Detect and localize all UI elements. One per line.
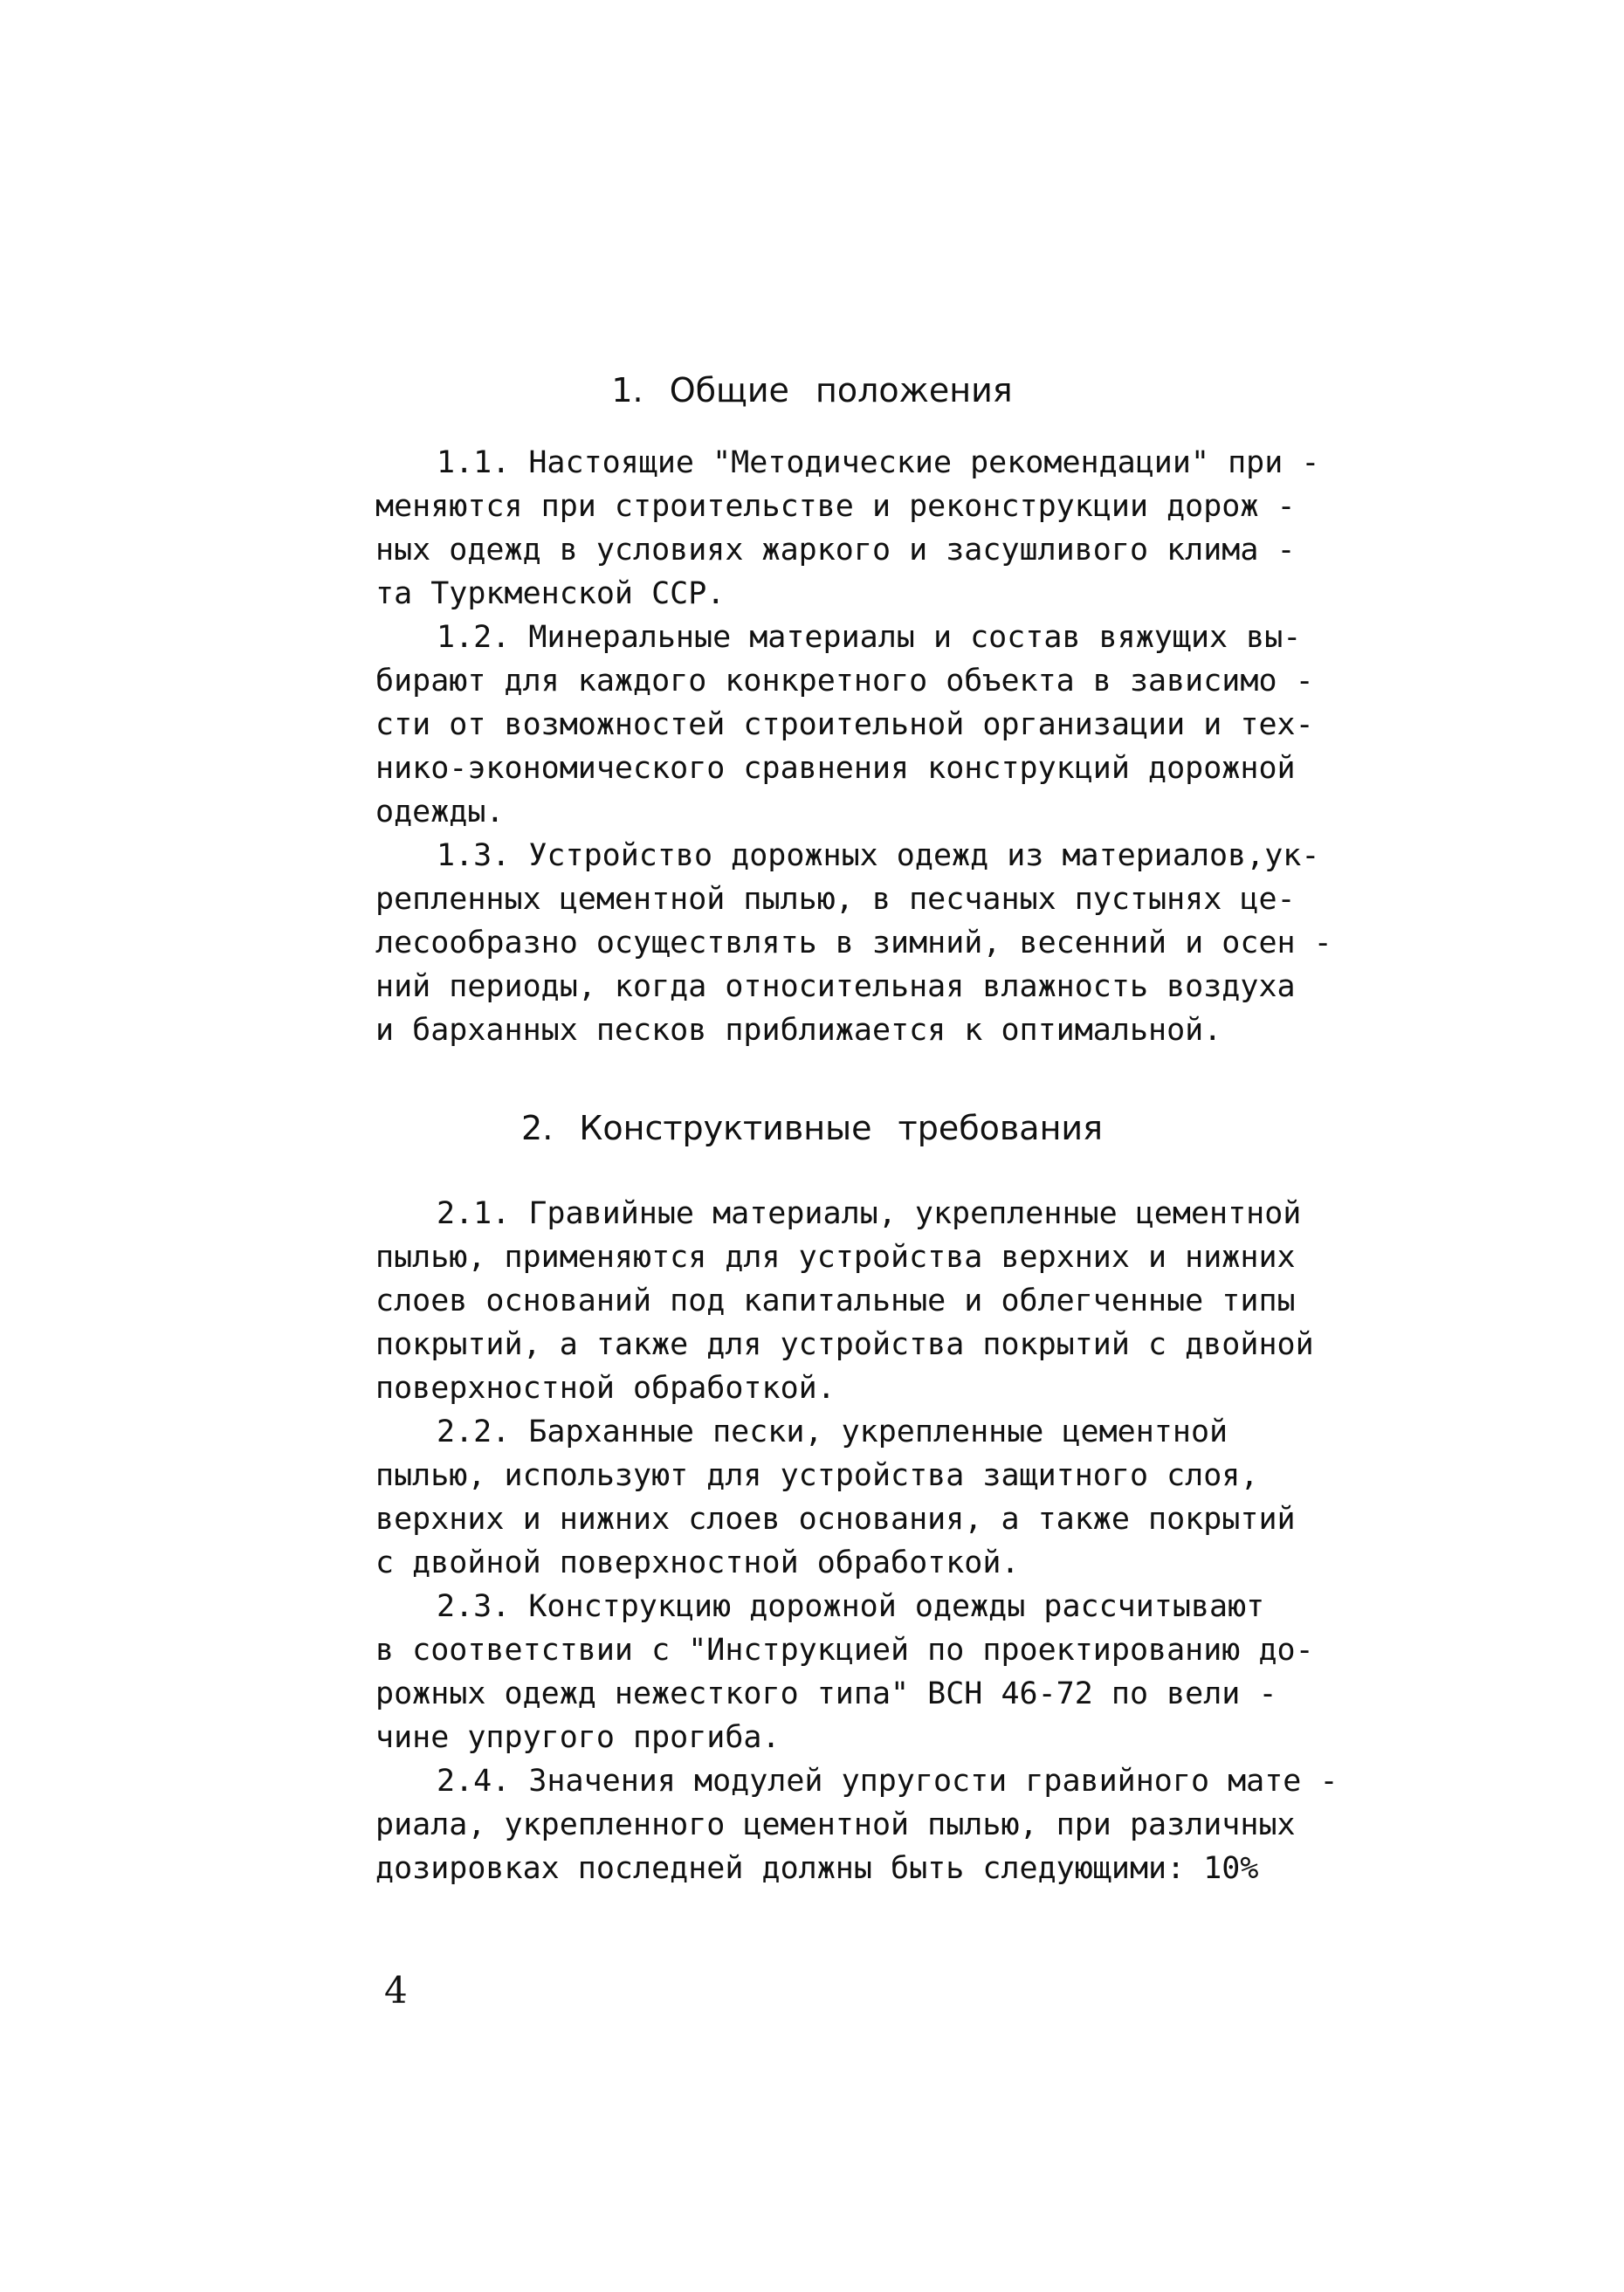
paragraph-line: 2.2. Барханные пески, укрепленные цементной <box>437 1414 1228 1449</box>
paragraph-line: меняются при строительстве и реконструкции дорож - <box>375 489 1296 524</box>
paragraph-line: в соответствии с "Инструкцией по проектированию до- <box>375 1633 1314 1668</box>
paragraph-line: слоев оснований под капитальные и облегченные типы <box>375 1284 1296 1318</box>
paragraph-line: верхних и нижних слоев основания, а также покрытий <box>375 1502 1296 1537</box>
paragraph-2-3 <box>375 1585 1458 1759</box>
paragraph-line: бирают для каждого конкретного объекта в зависимо - <box>375 664 1314 699</box>
paragraph-line: чине упругого прогиба. <box>375 1720 781 1755</box>
paragraph-line: нико-экономического сравнения конструкций дорожной <box>375 751 1296 786</box>
paragraph-line: 1.3. Устройство дорожных одежд из материалов,ук- <box>437 838 1320 873</box>
paragraph-line: та Туркменской ССР. <box>375 576 726 611</box>
section-1-heading: 1. Общие положения <box>611 371 1013 410</box>
paragraph-1-3 <box>375 834 1458 1052</box>
paragraph-2-4 <box>375 1759 1458 1890</box>
page-number: 4 <box>384 1969 408 2012</box>
paragraph-line: дозировках последней должны быть следующими: 10% <box>375 1851 1259 1886</box>
paragraph-line: лесообразно осуществлять в зимний, весенний и осен - <box>375 926 1332 960</box>
paragraph-line: ний периоды, когда относительная влажность воздуха <box>375 969 1296 1004</box>
paragraph-line: риала, укрепленного цементной пылью, при различных <box>375 1807 1296 1842</box>
paragraph-line: репленных цементной пылью, в песчаных пустынях це- <box>375 882 1296 917</box>
paragraph-line: покрытий, а также для устройства покрытий с двойной <box>375 1327 1314 1362</box>
paragraph-line: поверхностной обработкой. <box>375 1371 836 1406</box>
paragraph-2-1 <box>375 1192 1458 1410</box>
paragraph-line: и барханных песков приближается к оптимальной. <box>375 1013 1222 1048</box>
paragraph-line: пылью, применяются для устройства верхних и нижних <box>375 1240 1296 1275</box>
paragraph-line: сти от возможностей строительной организации и тех- <box>375 707 1314 742</box>
section-2-heading: 2. Конструктивные требования <box>521 1109 1103 1147</box>
paragraph-line: рожных одежд нежесткого типа" ВСН 46-72 по вели - <box>375 1676 1277 1711</box>
paragraph-line: 1.1. Настоящие "Методические рекомендации" при - <box>437 445 1320 480</box>
paragraph-line: 2.3. Конструкцию дорожной одежды рассчитывают <box>437 1589 1265 1624</box>
paragraph-line: одежды. <box>375 795 505 829</box>
paragraph-line: 2.4. Значения модулей упругости гравийного мате - <box>437 1764 1338 1799</box>
paragraph-2-2 <box>375 1410 1458 1585</box>
paragraph-line: 1.2. Минеральные материалы и состав вяжущих вы- <box>437 620 1302 655</box>
paragraph-line: с двойной поверхностной обработкой. <box>375 1545 1020 1580</box>
paragraph-1-1 <box>375 441 1458 616</box>
paragraph-line: 2.1. Гравийные материалы, укрепленные цементной <box>437 1196 1302 1231</box>
paragraph-line: пылью, используют для устройства защитного слоя, <box>375 1458 1259 1493</box>
paragraph-line: ных одежд в условиях жаркого и засушливого клима - <box>375 533 1296 568</box>
paragraph-1-2 <box>375 616 1458 834</box>
